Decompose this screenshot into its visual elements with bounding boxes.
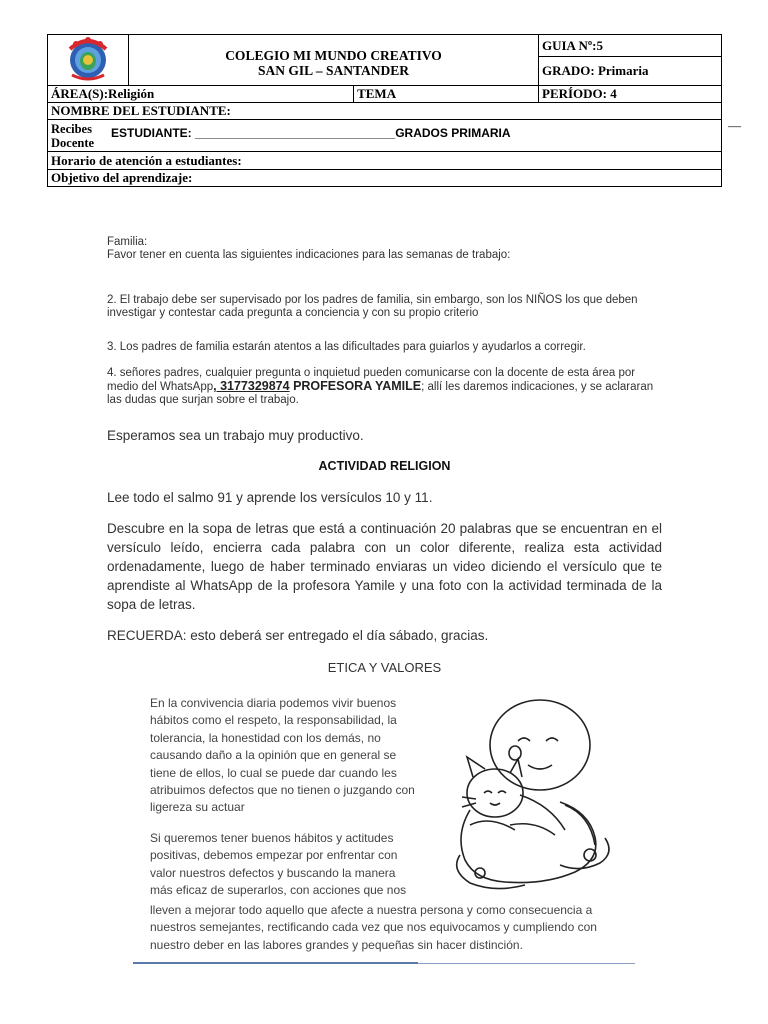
scan-line: En la convivencia diaria podemos vivir buenos [150, 696, 397, 710]
actividad-title: ACTIVIDAD RELIGION [318, 459, 451, 473]
recibes-docente-label [51, 122, 111, 150]
tema-cell: TEMA [354, 86, 539, 103]
instruction-4 [107, 367, 662, 407]
trailing-dash: — [728, 118, 741, 133]
grado-cell: GRADO: Primaria [539, 57, 722, 86]
esperamos-text: Esperamos sea un trabajo muy productivo. [107, 428, 364, 443]
recibes-row [48, 118, 741, 152]
scan-line: tiene de ellos, lo cual se puede dar cuando les [150, 765, 397, 780]
estudiante-line: ESTUDIANTE: ______________________________GRADOS PRIMARIA [111, 125, 511, 140]
nombre-estudiante-cell: NOMBRE DEL ESTUDIANTE: [48, 103, 722, 120]
school-name: COLEGIO MI MUNDO CREATIVO [225, 48, 442, 63]
scan-line: más eficaz de superarlos, con acciones que nos [150, 883, 407, 898]
scan-line: causando daño a la opinión que en general se [150, 748, 397, 763]
horario-cell: Horario de atención a estudiantes: [48, 152, 722, 170]
guia-cell: GUIA Nº:5 [539, 35, 722, 57]
docente-label: Docente [51, 135, 95, 150]
school-title-cell [129, 35, 539, 86]
header-table [47, 34, 741, 187]
etica-title: ETICA Y VALORES [327, 660, 442, 675]
etica-para-2-full [150, 902, 630, 954]
scan-line: tolerancia, la honestidad con los demás, no [150, 730, 381, 745]
instruction-2: 2. El trabajo debe ser supervisado por los padres de familia, sin embargo, son los NIÑOS los que deben investigar y contestar cada pregunta a conciencia y con su propio criterio [107, 294, 638, 319]
scan-line: ligereza su actuar [150, 800, 245, 815]
etica-para-2 [150, 830, 428, 900]
familia-text: Familia: [107, 236, 148, 248]
periodo-cell: PERÍODO: 4 [539, 86, 722, 103]
scan-line: Si queremos tener buenos hábitos y actitudes [150, 831, 394, 845]
profesora-name: PROFESORA YAMILE [289, 379, 422, 393]
whatsapp-phone: , 3177329874 [213, 379, 290, 393]
scan-line: lleven a mejorar todo aquello que afecte a nuestra persona y como consecuencia a [150, 903, 593, 917]
instruction-3: 3. Los padres de familia estarán atentos a las dificultades para guiarlos y ayudarlos a corregir. [107, 341, 586, 353]
scan-line: hábitos como el respeto, la responsabilidad, la [150, 713, 397, 728]
instruction-4-end: ; allí les daremos indicaciones, y se aclararan las dudas que surjan sobre el trabajo. [107, 381, 654, 406]
bottom-rule-accent [133, 962, 418, 964]
scan-line: positivas, debemos empezar por enfrentar con [150, 848, 398, 863]
school-logo-icon [58, 35, 118, 81]
objetivo-cell: Objetivo del aprendizaje: [48, 170, 722, 187]
area-cell: ÁREA(S):Religión [48, 86, 354, 103]
lee-text: Lee todo el salmo 91 y aprende los versículos 10 y 11. [107, 490, 433, 505]
scan-line: atribuimos defectos que no tienen o juzgando con [150, 783, 415, 798]
recuerda-text: RECUERDA: esto deberá ser entregado el día sábado, gracias. [107, 628, 489, 643]
scan-line: valor nuestros defectos y buscando la manera [150, 865, 396, 880]
recibes-label: Recibes [51, 121, 92, 136]
child-hugging-cat-icon [440, 695, 625, 895]
instruction-4-start: 4. señores padres, cualquier pregunta o inquietud pueden comunicarse con la docente de esta área por medio del WhatsApp [107, 367, 636, 393]
logo-cell [48, 35, 129, 86]
scan-line: nuestros semejantes, rectificando cada vez que nos equivocamos y cumpliendo con [150, 920, 597, 935]
etica-para-1 [150, 695, 428, 817]
descubre-text: Descubre en la sopa de letras que está a continuación 20 palabras que se encuentran en el versículo leído, encierra cada palabra con un color diferente, realiza esta actividad ordenadamente, luego de haber terminado enviaras un video diciendo el versículo que te aprendiste al WhatsApp de la profesora Yamile y una foto con la actividad terminada de la sopa de letras. [107, 521, 662, 612]
school-city: SAN GIL – SANTANDER [258, 63, 409, 78]
scan-line: nuestro deber en las labores grandes y pequeñas sin hacer distinción. [150, 937, 523, 952]
favor-text: Favor tener en cuenta las siguientes indicaciones para las semanas de trabajo: [107, 249, 511, 261]
